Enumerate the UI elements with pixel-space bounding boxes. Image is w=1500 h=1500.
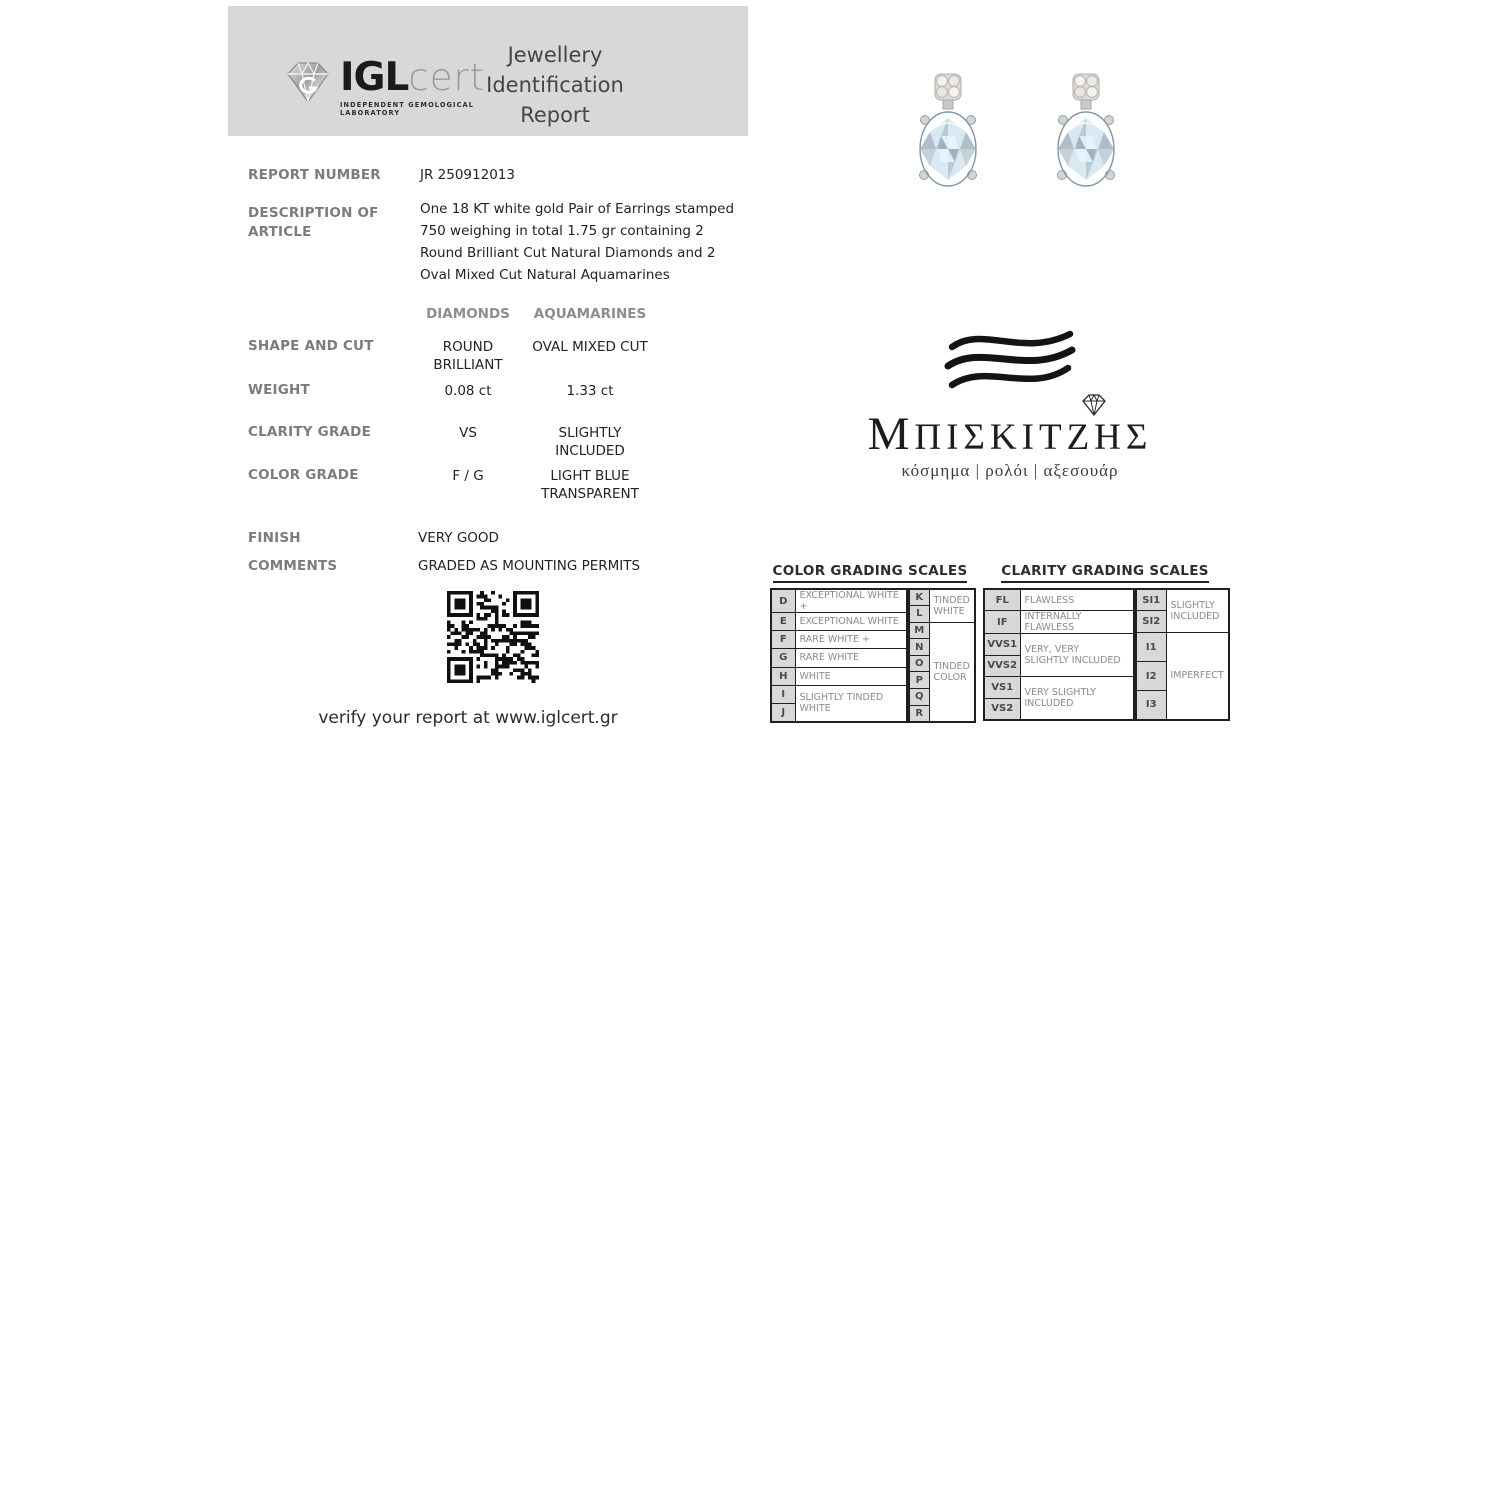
weight-aquamarines: 1.33 ct xyxy=(566,383,614,399)
shape-aquamarines: OVAL MIXED CUT xyxy=(532,339,648,355)
color-scale-title-wrap xyxy=(770,560,970,583)
color-desc-merged: SLIGHTLY TINDED WHITE xyxy=(795,685,907,721)
weight-label: WEIGHT xyxy=(248,382,310,398)
brand-tagline: κόσμημα | ρολόι | αξεσουάρ xyxy=(901,461,1119,480)
clarity-code: VS2 xyxy=(984,698,1020,720)
clarity-scale-title: CLARITY GRADING SCALES xyxy=(1001,563,1209,583)
clarity-scale-title-wrap xyxy=(983,560,1227,583)
spec-row-color xyxy=(248,467,658,503)
report-number-value: JR 250912013 xyxy=(420,167,515,183)
color-aquamarines: LIGHT BLUE TRANSPARENT xyxy=(541,468,639,502)
color-letter: M xyxy=(909,622,929,639)
color-desc: EXCEPTIONAL WHITE + xyxy=(795,589,907,613)
clarity-code: IF xyxy=(984,611,1020,634)
color-table-left xyxy=(770,588,908,723)
color-letter: O xyxy=(909,655,929,672)
color-letter: G xyxy=(771,649,795,667)
shape-label: SHAPE AND CUT xyxy=(248,338,374,354)
igl-brand-tagline: INDEPENDENT GEMOLOGICAL LABORATORY xyxy=(340,101,475,117)
color-letter: I xyxy=(771,685,795,703)
color-letter: P xyxy=(909,672,929,689)
color-desc-merged: TINDED WHITE xyxy=(929,589,975,622)
color-desc: RARE WHITE + xyxy=(795,631,907,649)
spec-row-clarity xyxy=(248,424,658,460)
clarity-code: SI2 xyxy=(1136,611,1166,633)
report-title: Jewellery Identification Report xyxy=(486,43,624,127)
spec-row-shape xyxy=(248,338,658,374)
clarity-desc-merged: SLIGHTLY INCLUDED xyxy=(1166,589,1229,633)
color-letter: J xyxy=(771,703,795,721)
clarity-code: VS1 xyxy=(984,677,1020,699)
color-grading-table xyxy=(770,588,976,723)
clarity-code: VVS2 xyxy=(984,655,1020,677)
color-desc-merged: TINDED COLOR xyxy=(929,622,975,721)
finish-value: VERY GOOD xyxy=(418,530,499,546)
color-letter: E xyxy=(771,613,795,631)
qr-code xyxy=(447,591,539,683)
color-desc: RARE WHITE xyxy=(795,649,907,667)
finish-label: FINISH xyxy=(248,530,301,546)
clarity-code: I1 xyxy=(1136,633,1166,662)
spec-row-finish xyxy=(248,530,658,546)
spec-row-comments xyxy=(248,558,658,574)
color-letter: L xyxy=(909,606,929,623)
color-letter: F xyxy=(771,631,795,649)
description-row xyxy=(248,198,748,286)
earring-image-left xyxy=(908,68,988,198)
report-number-label: REPORT NUMBER xyxy=(248,167,381,183)
shape-diamonds: ROUND BRILLIANT xyxy=(433,339,503,373)
color-desc: WHITE xyxy=(795,667,907,685)
igl-brand-light: cert xyxy=(408,56,486,99)
clarity-grading-table xyxy=(983,588,1230,721)
clarity-code: I2 xyxy=(1136,662,1166,691)
color-label: COLOR GRADE xyxy=(248,467,359,483)
spec-header-row xyxy=(248,305,658,323)
clarity-code: FL xyxy=(984,589,1020,611)
comments-label: COMMENTS xyxy=(248,558,338,574)
igl-brand-bold: IGL xyxy=(340,55,409,100)
clarity-code: VVS1 xyxy=(984,634,1020,656)
clarity-aquamarines: SLIGHTLY INCLUDED xyxy=(555,425,625,459)
color-letter: R xyxy=(909,705,929,722)
clarity-label: CLARITY GRADE xyxy=(248,424,372,440)
clarity-desc-merged: VERY, VERY SLIGHTLY INCLUDED xyxy=(1020,634,1134,677)
spec-col-aquamarines: AQUAMARINES xyxy=(533,306,647,322)
spec-col-diamonds: DIAMONDS xyxy=(426,306,510,322)
color-desc: EXCEPTIONAL WHITE xyxy=(795,613,907,631)
brand-waves-icon xyxy=(942,330,1076,398)
description-value: One 18 KT white gold Pair of Earrings stamped 750 weighing in total 1.75 gr containing 2 Round Brilliant Cut Natural Diamonds and 2 Oval Mixed Cut Natural Aquamarines xyxy=(420,201,735,283)
clarity-desc-merged: VERY SLIGHTLY INCLUDED xyxy=(1020,677,1134,720)
brand-name: ΜΠΙΣΚΙΤΖΗΣ xyxy=(867,408,1153,460)
clarity-code: SI1 xyxy=(1136,589,1166,611)
igl-diamond-icon xyxy=(282,58,334,112)
color-scale-title: COLOR GRADING SCALES xyxy=(773,563,968,583)
color-letter: K xyxy=(909,589,929,606)
report-number-row xyxy=(248,167,748,183)
spec-row-weight xyxy=(248,382,658,400)
color-table-right xyxy=(908,588,976,723)
clarity-code: I3 xyxy=(1136,691,1166,720)
color-diamonds: F / G xyxy=(452,468,484,484)
color-letter: H xyxy=(771,667,795,685)
clarity-desc-merged: IMPERFECT xyxy=(1166,633,1229,720)
comments-value: GRADED AS MOUNTING PERMITS xyxy=(418,558,641,574)
clarity-diamonds: VS xyxy=(459,425,477,441)
weight-diamonds: 0.08 ct xyxy=(444,383,492,399)
color-letter: N xyxy=(909,639,929,656)
clarity-table-left xyxy=(983,588,1135,721)
spec-table xyxy=(248,305,658,574)
verify-text: verify your report at www.iglcert.gr xyxy=(318,708,618,728)
earring-image-right xyxy=(1046,68,1126,198)
description-label: DESCRIPTION OF ARTICLE xyxy=(248,205,379,240)
color-letter: Q xyxy=(909,688,929,705)
clarity-table-right xyxy=(1135,588,1230,721)
clarity-desc: INTERNALLY FLAWLESS xyxy=(1020,611,1134,634)
clarity-desc: FLAWLESS xyxy=(1020,589,1134,611)
color-letter: D xyxy=(771,589,795,613)
